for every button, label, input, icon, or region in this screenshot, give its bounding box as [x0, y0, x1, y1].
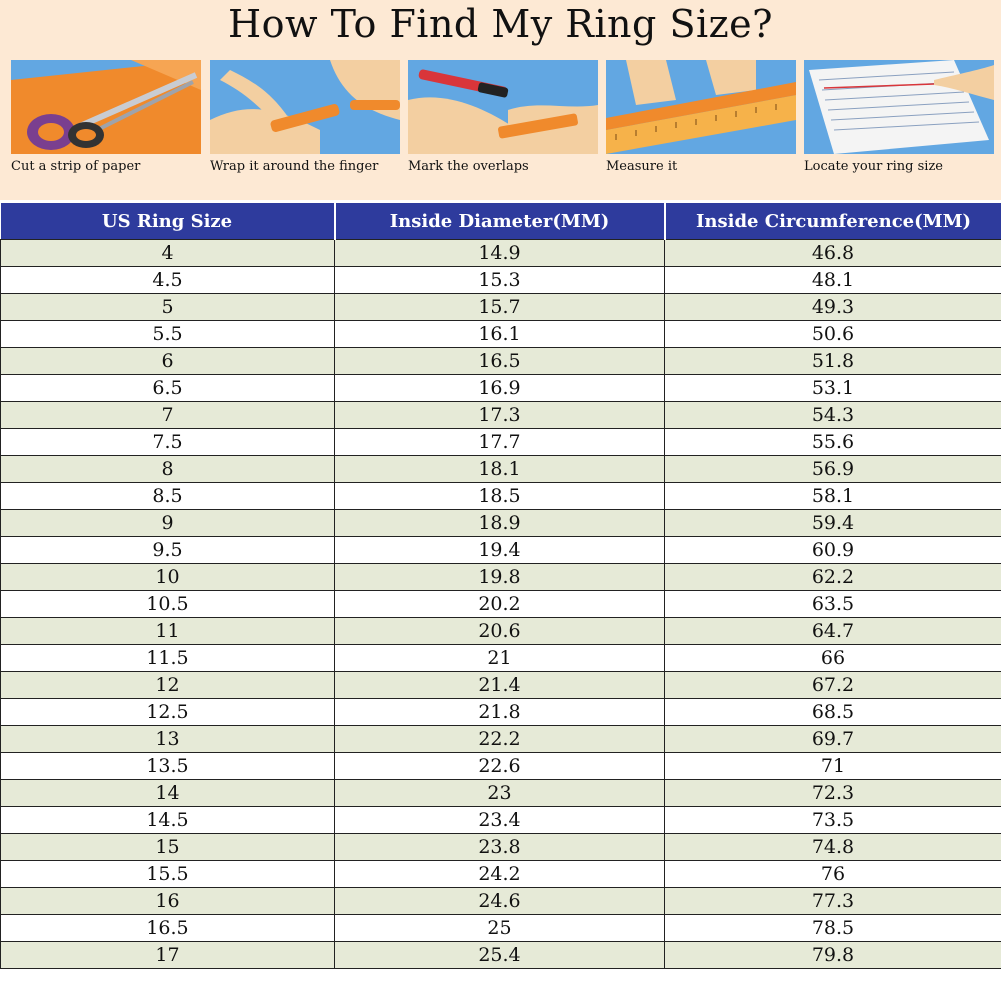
cell-circumference: 63.5 [665, 591, 1001, 618]
cell-us-size: 5.5 [1, 321, 335, 348]
cell-circumference: 49.3 [665, 294, 1001, 321]
table-row [1, 672, 1001, 699]
cell-us-size: 13.5 [1, 753, 335, 780]
step-caption: Wrap it around the finger [210, 159, 379, 174]
table-row [1, 591, 1001, 618]
cell-us-size: 6 [1, 348, 335, 375]
cell-us-size: 17 [1, 942, 335, 969]
ruler-measure-illustration [606, 60, 796, 154]
cell-us-size: 16.5 [1, 915, 335, 942]
table-row [1, 888, 1001, 915]
cell-diameter: 21.8 [335, 699, 665, 726]
scissors-paper-illustration [11, 60, 201, 154]
cell-us-size: 11.5 [1, 645, 335, 672]
cell-us-size: 6.5 [1, 375, 335, 402]
cell-circumference: 76 [665, 861, 1001, 888]
cell-circumference: 79.8 [665, 942, 1001, 969]
table-header-row [1, 203, 1001, 240]
column-header-circumference: Inside Circumference(MM) [665, 203, 1001, 240]
table-row [1, 942, 1001, 969]
cell-circumference: 56.9 [665, 456, 1001, 483]
table-row [1, 564, 1001, 591]
cell-diameter: 18.1 [335, 456, 665, 483]
cell-us-size: 11 [1, 618, 335, 645]
cell-diameter: 20.2 [335, 591, 665, 618]
table-row [1, 348, 1001, 375]
cell-us-size: 16 [1, 888, 335, 915]
cell-us-size: 7 [1, 402, 335, 429]
cell-diameter: 23 [335, 780, 665, 807]
step-caption: Measure it [606, 159, 678, 174]
cell-us-size: 9 [1, 510, 335, 537]
cell-us-size: 5 [1, 294, 335, 321]
cell-circumference: 78.5 [665, 915, 1001, 942]
cell-diameter: 22.2 [335, 726, 665, 753]
cell-diameter: 20.6 [335, 618, 665, 645]
table-row [1, 483, 1001, 510]
table-row [1, 267, 1001, 294]
column-header-us-size: US Ring Size [1, 203, 335, 240]
cell-circumference: 59.4 [665, 510, 1001, 537]
cell-diameter: 23.4 [335, 807, 665, 834]
cell-circumference: 77.3 [665, 888, 1001, 915]
table-row [1, 915, 1001, 942]
cell-us-size: 14.5 [1, 807, 335, 834]
size-chart-illustration [804, 60, 994, 154]
cell-diameter: 16.5 [335, 348, 665, 375]
cell-circumference: 73.5 [665, 807, 1001, 834]
table-row [1, 618, 1001, 645]
table-row [1, 726, 1001, 753]
table-row [1, 645, 1001, 672]
cell-diameter: 25 [335, 915, 665, 942]
cell-us-size: 7.5 [1, 429, 335, 456]
table-row [1, 402, 1001, 429]
cell-circumference: 48.1 [665, 267, 1001, 294]
table-row [1, 321, 1001, 348]
cell-diameter: 23.8 [335, 834, 665, 861]
table-row [1, 780, 1001, 807]
cell-diameter: 17.7 [335, 429, 665, 456]
mark-pen-illustration [408, 60, 598, 154]
wrap-finger-illustration [210, 60, 400, 154]
step-caption: Cut a strip of paper [11, 159, 141, 174]
table-row [1, 753, 1001, 780]
table-row [1, 510, 1001, 537]
column-header-diameter: Inside Diameter(MM) [335, 203, 665, 240]
cell-diameter: 15.7 [335, 294, 665, 321]
page-title: How To Find My Ring Size? [227, 2, 774, 46]
step-caption: Locate your ring size [804, 159, 944, 174]
cell-diameter: 21.4 [335, 672, 665, 699]
table-row [1, 375, 1001, 402]
cell-circumference: 72.3 [665, 780, 1001, 807]
cell-circumference: 55.6 [665, 429, 1001, 456]
cell-circumference: 60.9 [665, 537, 1001, 564]
table-row [1, 429, 1001, 456]
cell-diameter: 19.4 [335, 537, 665, 564]
cell-diameter: 17.3 [335, 402, 665, 429]
step-caption: Mark the overlaps [408, 159, 529, 174]
cell-us-size: 12 [1, 672, 335, 699]
cell-circumference: 50.6 [665, 321, 1001, 348]
cell-diameter: 21 [335, 645, 665, 672]
cell-us-size: 12.5 [1, 699, 335, 726]
cell-diameter: 16.1 [335, 321, 665, 348]
table-body [1, 240, 1001, 969]
cell-us-size: 14 [1, 780, 335, 807]
table-row [1, 699, 1001, 726]
ring-size-table [0, 203, 1001, 969]
cell-circumference: 62.2 [665, 564, 1001, 591]
cell-circumference: 46.8 [665, 240, 1001, 267]
step-measure [606, 60, 796, 173]
cell-diameter: 22.6 [335, 753, 665, 780]
cell-circumference: 69.7 [665, 726, 1001, 753]
cell-diameter: 24.2 [335, 861, 665, 888]
cell-circumference: 64.7 [665, 618, 1001, 645]
cell-circumference: 71 [665, 753, 1001, 780]
step-mark-overlaps [408, 60, 598, 173]
cell-us-size: 4 [1, 240, 335, 267]
table-row [1, 456, 1001, 483]
cell-diameter: 16.9 [335, 375, 665, 402]
cell-us-size: 10.5 [1, 591, 335, 618]
table-row [1, 294, 1001, 321]
cell-diameter: 18.9 [335, 510, 665, 537]
cell-circumference: 58.1 [665, 483, 1001, 510]
cell-circumference: 74.8 [665, 834, 1001, 861]
cell-us-size: 8 [1, 456, 335, 483]
cell-diameter: 18.5 [335, 483, 665, 510]
table-row [1, 240, 1001, 267]
cell-diameter: 14.9 [335, 240, 665, 267]
cell-diameter: 15.3 [335, 267, 665, 294]
cell-us-size: 4.5 [1, 267, 335, 294]
table-row [1, 807, 1001, 834]
cell-diameter: 19.8 [335, 564, 665, 591]
cell-diameter: 25.4 [335, 942, 665, 969]
cell-us-size: 9.5 [1, 537, 335, 564]
cell-us-size: 13 [1, 726, 335, 753]
step-locate-size [804, 60, 994, 173]
cell-diameter: 24.6 [335, 888, 665, 915]
cell-circumference: 54.3 [665, 402, 1001, 429]
cell-us-size: 15 [1, 834, 335, 861]
cell-circumference: 53.1 [665, 375, 1001, 402]
step-cut-paper [11, 60, 201, 173]
instructions-header [0, 0, 1001, 200]
cell-us-size: 15.5 [1, 861, 335, 888]
cell-us-size: 8.5 [1, 483, 335, 510]
table-row [1, 861, 1001, 888]
cell-us-size: 10 [1, 564, 335, 591]
cell-circumference: 51.8 [665, 348, 1001, 375]
cell-circumference: 68.5 [665, 699, 1001, 726]
step-wrap-finger [210, 60, 400, 173]
cell-circumference: 67.2 [665, 672, 1001, 699]
cell-circumference: 66 [665, 645, 1001, 672]
table-row [1, 537, 1001, 564]
table-row [1, 834, 1001, 861]
ring-size-table-container [0, 203, 1001, 996]
